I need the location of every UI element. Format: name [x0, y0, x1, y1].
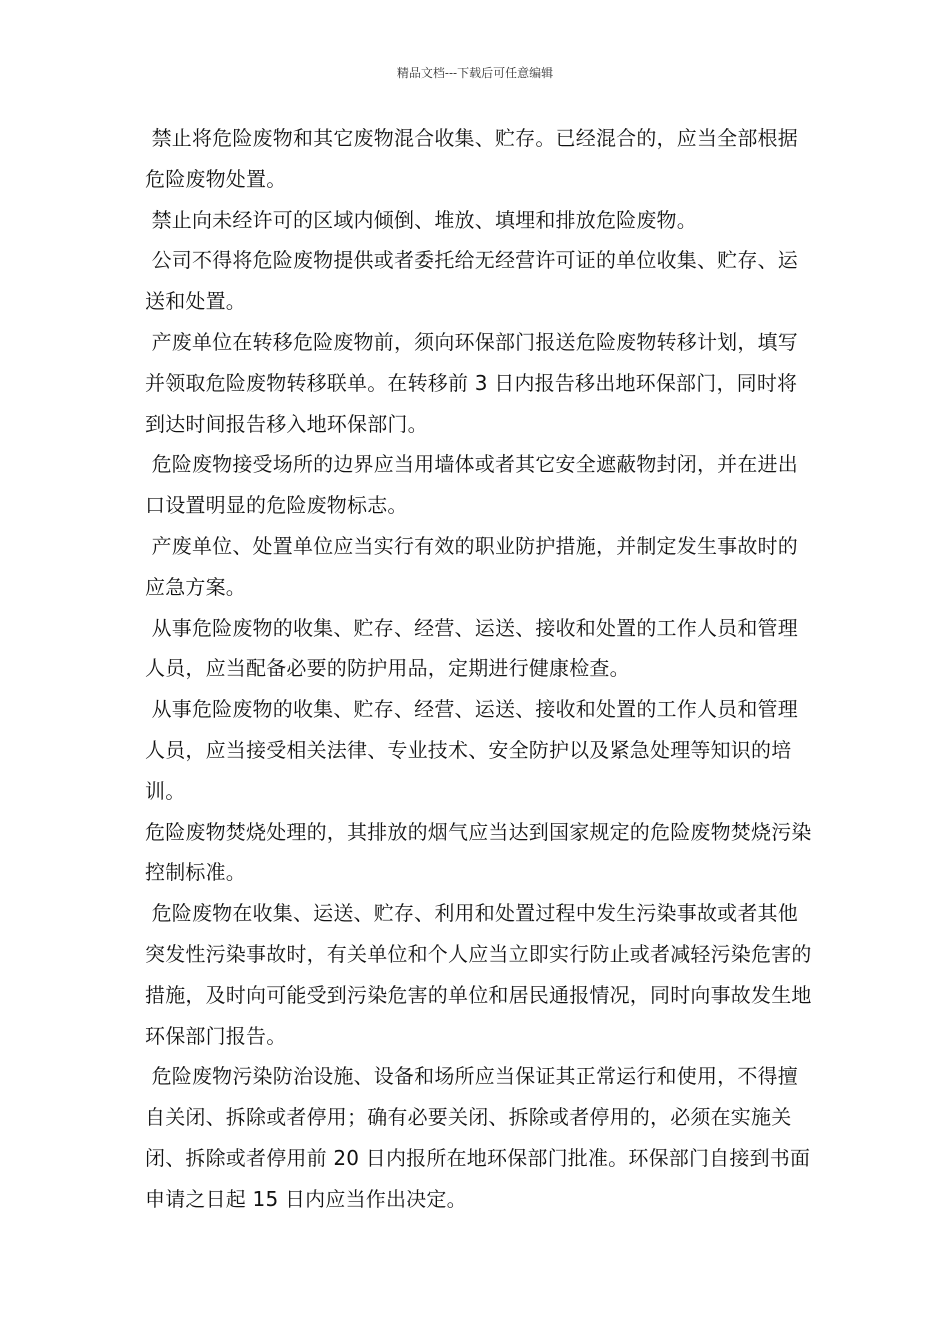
paragraph-11: 危险废物污染防治设施、设备和场所应当保证其正常运行和使用，不得擅自关闭、拆除或者停用；确有必要关闭、拆除或者停用的，必须在实施关闭、拆除或者停用前 20 日内报所在地环保部门批准。环保部门自接到书面申请之日起 15 日内应当作出决定。 [145, 1064, 811, 1211]
paragraph-1: 禁止将危险废物和其它废物混合收集、贮存。已经混合的，应当全部根据危险废物处置。 [145, 126, 798, 191]
paragraph-7: 从事危险废物的收集、贮存、经营、运送、接收和处置的工作人员和管理人员，应当配备必要的防护用品，定期进行健康检查。 [145, 615, 798, 681]
paragraph-9: 危险废物焚烧处理的，其排放的烟气应当达到国家规定的危险废物焚烧污染控制标准。 [145, 819, 812, 885]
paragraph-2: 禁止向未经许可的区域内倾倒、堆放、填埋和排放危险废物。 [145, 207, 697, 232]
paragraph-5: 危险废物接受场所的边界应当用墙体或者其它安全遮蔽物封闭，并在进出口设置明显的危险废物标志。 [145, 452, 798, 518]
paragraph-6: 产废单位、处置单位应当实行有效的职业防护措施，并制定发生事故时的应急方案。 [145, 533, 798, 599]
document-body [145, 118, 815, 1220]
paragraph-8: 从事危险废物的收集、贮存、经营、运送、接收和处置的工作人员和管理人员，应当接受相关法律、专业技术、安全防护以及紧急处理等知识的培训。 [145, 697, 798, 803]
paragraph-4: 产废单位在转移危险废物前，须向环保部门报送危险废物转移计划，填写并领取危险废物转移联单。在转移前 3 日内报告移出地环保部门，同时将到达时间报告移入地环保部门。 [145, 329, 798, 436]
page-header: 精品文档---下载后可任意编辑 [396, 66, 554, 80]
paragraph-3: 公司不得将危险废物提供或者委托给无经营许可证的单位收集、贮存、运送和处置。 [145, 248, 798, 314]
paragraph-10: 危险废物在收集、运送、贮存、利用和处置过程中发生污染事故或者其他突发性污染事故时，有关单位和个人应当立即实行防止或者减轻污染危害的措施，及时向可能受到污染危害的单位和居民通报情况，同时向事故发生地环保部门报告。 [145, 901, 812, 1048]
